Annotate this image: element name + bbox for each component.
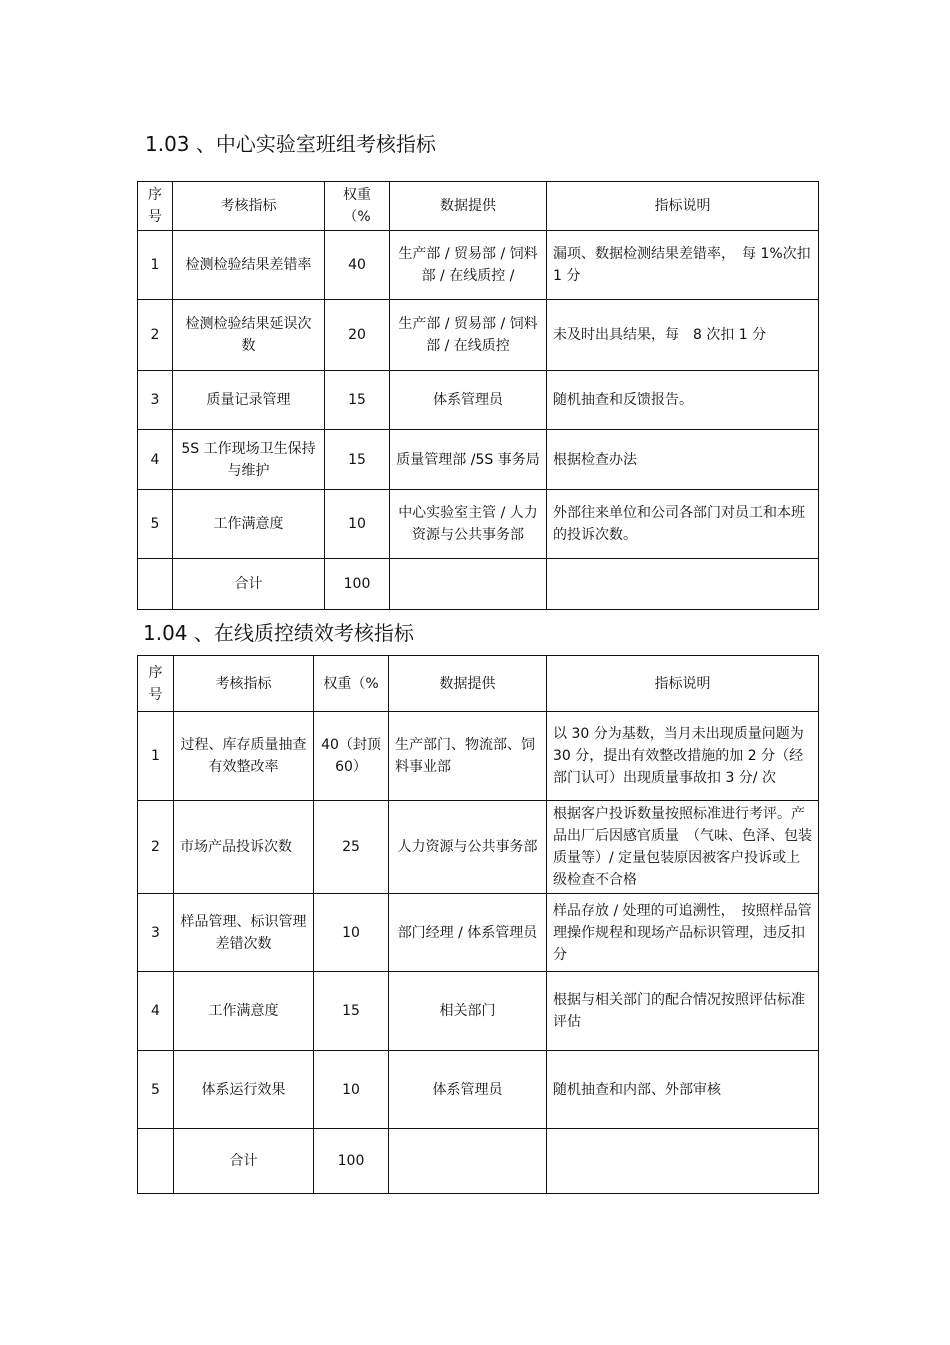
cell-source: 部门经理 / 体系管理员 <box>389 894 547 972</box>
cell-weight: 10 <box>325 490 390 559</box>
cell-source: 生产部门、物流部、饲料事业部 <box>389 712 547 801</box>
cell-description: 未及时出具结果，每 8 次扣 1 分 <box>547 300 819 371</box>
cell-indicator: 样品管理、标识管理差错次数 <box>174 894 314 972</box>
cell-indicator: 5S 工作现场卫生保持与维护 <box>173 430 325 490</box>
cell-index: 3 <box>138 894 174 972</box>
header-cell: 序号 <box>138 656 174 712</box>
cell-weight: 25 <box>314 801 389 894</box>
cell-weight: 40（封顶 60） <box>314 712 389 801</box>
cell-index: 2 <box>138 801 174 894</box>
table-row <box>138 371 819 430</box>
table-row <box>138 1051 819 1129</box>
cell-index: 1 <box>138 712 174 801</box>
header-cell: 考核指标 <box>174 656 314 712</box>
table-row <box>138 894 819 972</box>
table-row <box>138 712 819 801</box>
cell-description: 外部往来单位和公司各部门对员工和本班的投诉次数。 <box>547 490 819 559</box>
cell-source: 人力资源与公共事务部 <box>389 801 547 894</box>
cell-description: 漏项、数据检测结果差错率， 每 1%次扣 1 分 <box>547 231 819 300</box>
cell-source: 质量管理部 /5S 事务局 <box>390 430 547 490</box>
cell-index: 1 <box>138 231 173 300</box>
cell-source: 体系管理员 <box>389 1051 547 1129</box>
cell-source <box>389 1129 547 1194</box>
cell-indicator: 质量记录管理 <box>173 371 325 430</box>
cell-weight: 10 <box>314 1051 389 1129</box>
cell-index <box>138 1129 174 1194</box>
cell-weight: 15 <box>325 371 390 430</box>
cell-index: 5 <box>138 1051 174 1129</box>
cell-source: 生产部 / 贸易部 / 饲料部 / 在线质控 <box>390 300 547 371</box>
cell-weight: 100 <box>325 559 390 610</box>
cell-indicator: 工作满意度 <box>174 972 314 1051</box>
table-header-row <box>138 182 819 231</box>
table-row <box>138 231 819 300</box>
table-total-row <box>138 1129 819 1194</box>
table-total-row <box>138 559 819 610</box>
cell-index: 2 <box>138 300 173 371</box>
cell-indicator: 检测检验结果差错率 <box>173 231 325 300</box>
cell-description: 随机抽查和内部、外部审核 <box>547 1051 819 1129</box>
cell-source: 相关部门 <box>389 972 547 1051</box>
cell-index: 5 <box>138 490 173 559</box>
cell-description: 样品存放 / 处理的可追溯性， 按照样品管理操作规程和现场产品标识管理，违反扣分 <box>547 894 819 972</box>
cell-weight: 100 <box>314 1129 389 1194</box>
cell-description: 随机抽查和反馈报告。 <box>547 371 819 430</box>
cell-indicator: 市场产品投诉次数 <box>174 801 314 894</box>
cell-weight: 20 <box>325 300 390 371</box>
header-cell: 数据提供 <box>389 656 547 712</box>
cell-description: 根据客户投诉数量按照标准进行考评。产品出厂后因感官质量 （气味、色泽、包装质量等）/ 定量包装原因被客户投诉或上级检查不合格 <box>547 801 819 894</box>
cell-indicator: 工作满意度 <box>173 490 325 559</box>
section-title-2: 1.04 、在线质控绩效考核指标 <box>143 621 414 645</box>
cell-description <box>547 559 819 610</box>
cell-indicator: 过程、库存质量抽查有效整改率 <box>174 712 314 801</box>
cell-indicator: 合计 <box>174 1129 314 1194</box>
cell-index <box>138 559 173 610</box>
cell-source: 体系管理员 <box>390 371 547 430</box>
cell-weight: 15 <box>314 972 389 1051</box>
cell-indicator: 体系运行效果 <box>174 1051 314 1129</box>
header-cell: 指标说明 <box>547 182 819 231</box>
header-cell: 权重（% <box>314 656 389 712</box>
cell-weight: 15 <box>325 430 390 490</box>
cell-weight: 10 <box>314 894 389 972</box>
header-cell: 序号 <box>138 182 173 231</box>
kpi-table-online-qc <box>137 655 819 1194</box>
cell-description: 根据检查办法 <box>547 430 819 490</box>
table-row <box>138 972 819 1051</box>
table-row <box>138 430 819 490</box>
table-header-row <box>138 656 819 712</box>
header-cell: 考核指标 <box>173 182 325 231</box>
cell-source: 中心实验室主管 / 人力资源与公共事务部 <box>390 490 547 559</box>
table-row <box>138 801 819 894</box>
header-cell: 数据提供 <box>390 182 547 231</box>
cell-index: 4 <box>138 972 174 1051</box>
cell-source: 生产部 / 贸易部 / 饲料部 / 在线质控 / <box>390 231 547 300</box>
table-row <box>138 300 819 371</box>
table-row <box>138 490 819 559</box>
header-cell: 权重（% <box>325 182 390 231</box>
kpi-table-lab <box>137 181 819 610</box>
section-title-1: 1.03 、中心实验室班组考核指标 <box>145 132 436 156</box>
cell-index: 4 <box>138 430 173 490</box>
cell-index: 3 <box>138 371 173 430</box>
header-cell: 指标说明 <box>547 656 819 712</box>
cell-indicator: 合计 <box>173 559 325 610</box>
cell-weight: 40 <box>325 231 390 300</box>
cell-description: 以 30 分为基数，当月未出现质量问题为 30 分，提出有效整改措施的加 2 分（经部门认可）出现质量事故扣 3 分/ 次 <box>547 712 819 801</box>
cell-description: 根据与相关部门的配合情况按照评估标准评估 <box>547 972 819 1051</box>
cell-description <box>547 1129 819 1194</box>
cell-indicator: 检测检验结果延误次数 <box>173 300 325 371</box>
cell-source <box>390 559 547 610</box>
